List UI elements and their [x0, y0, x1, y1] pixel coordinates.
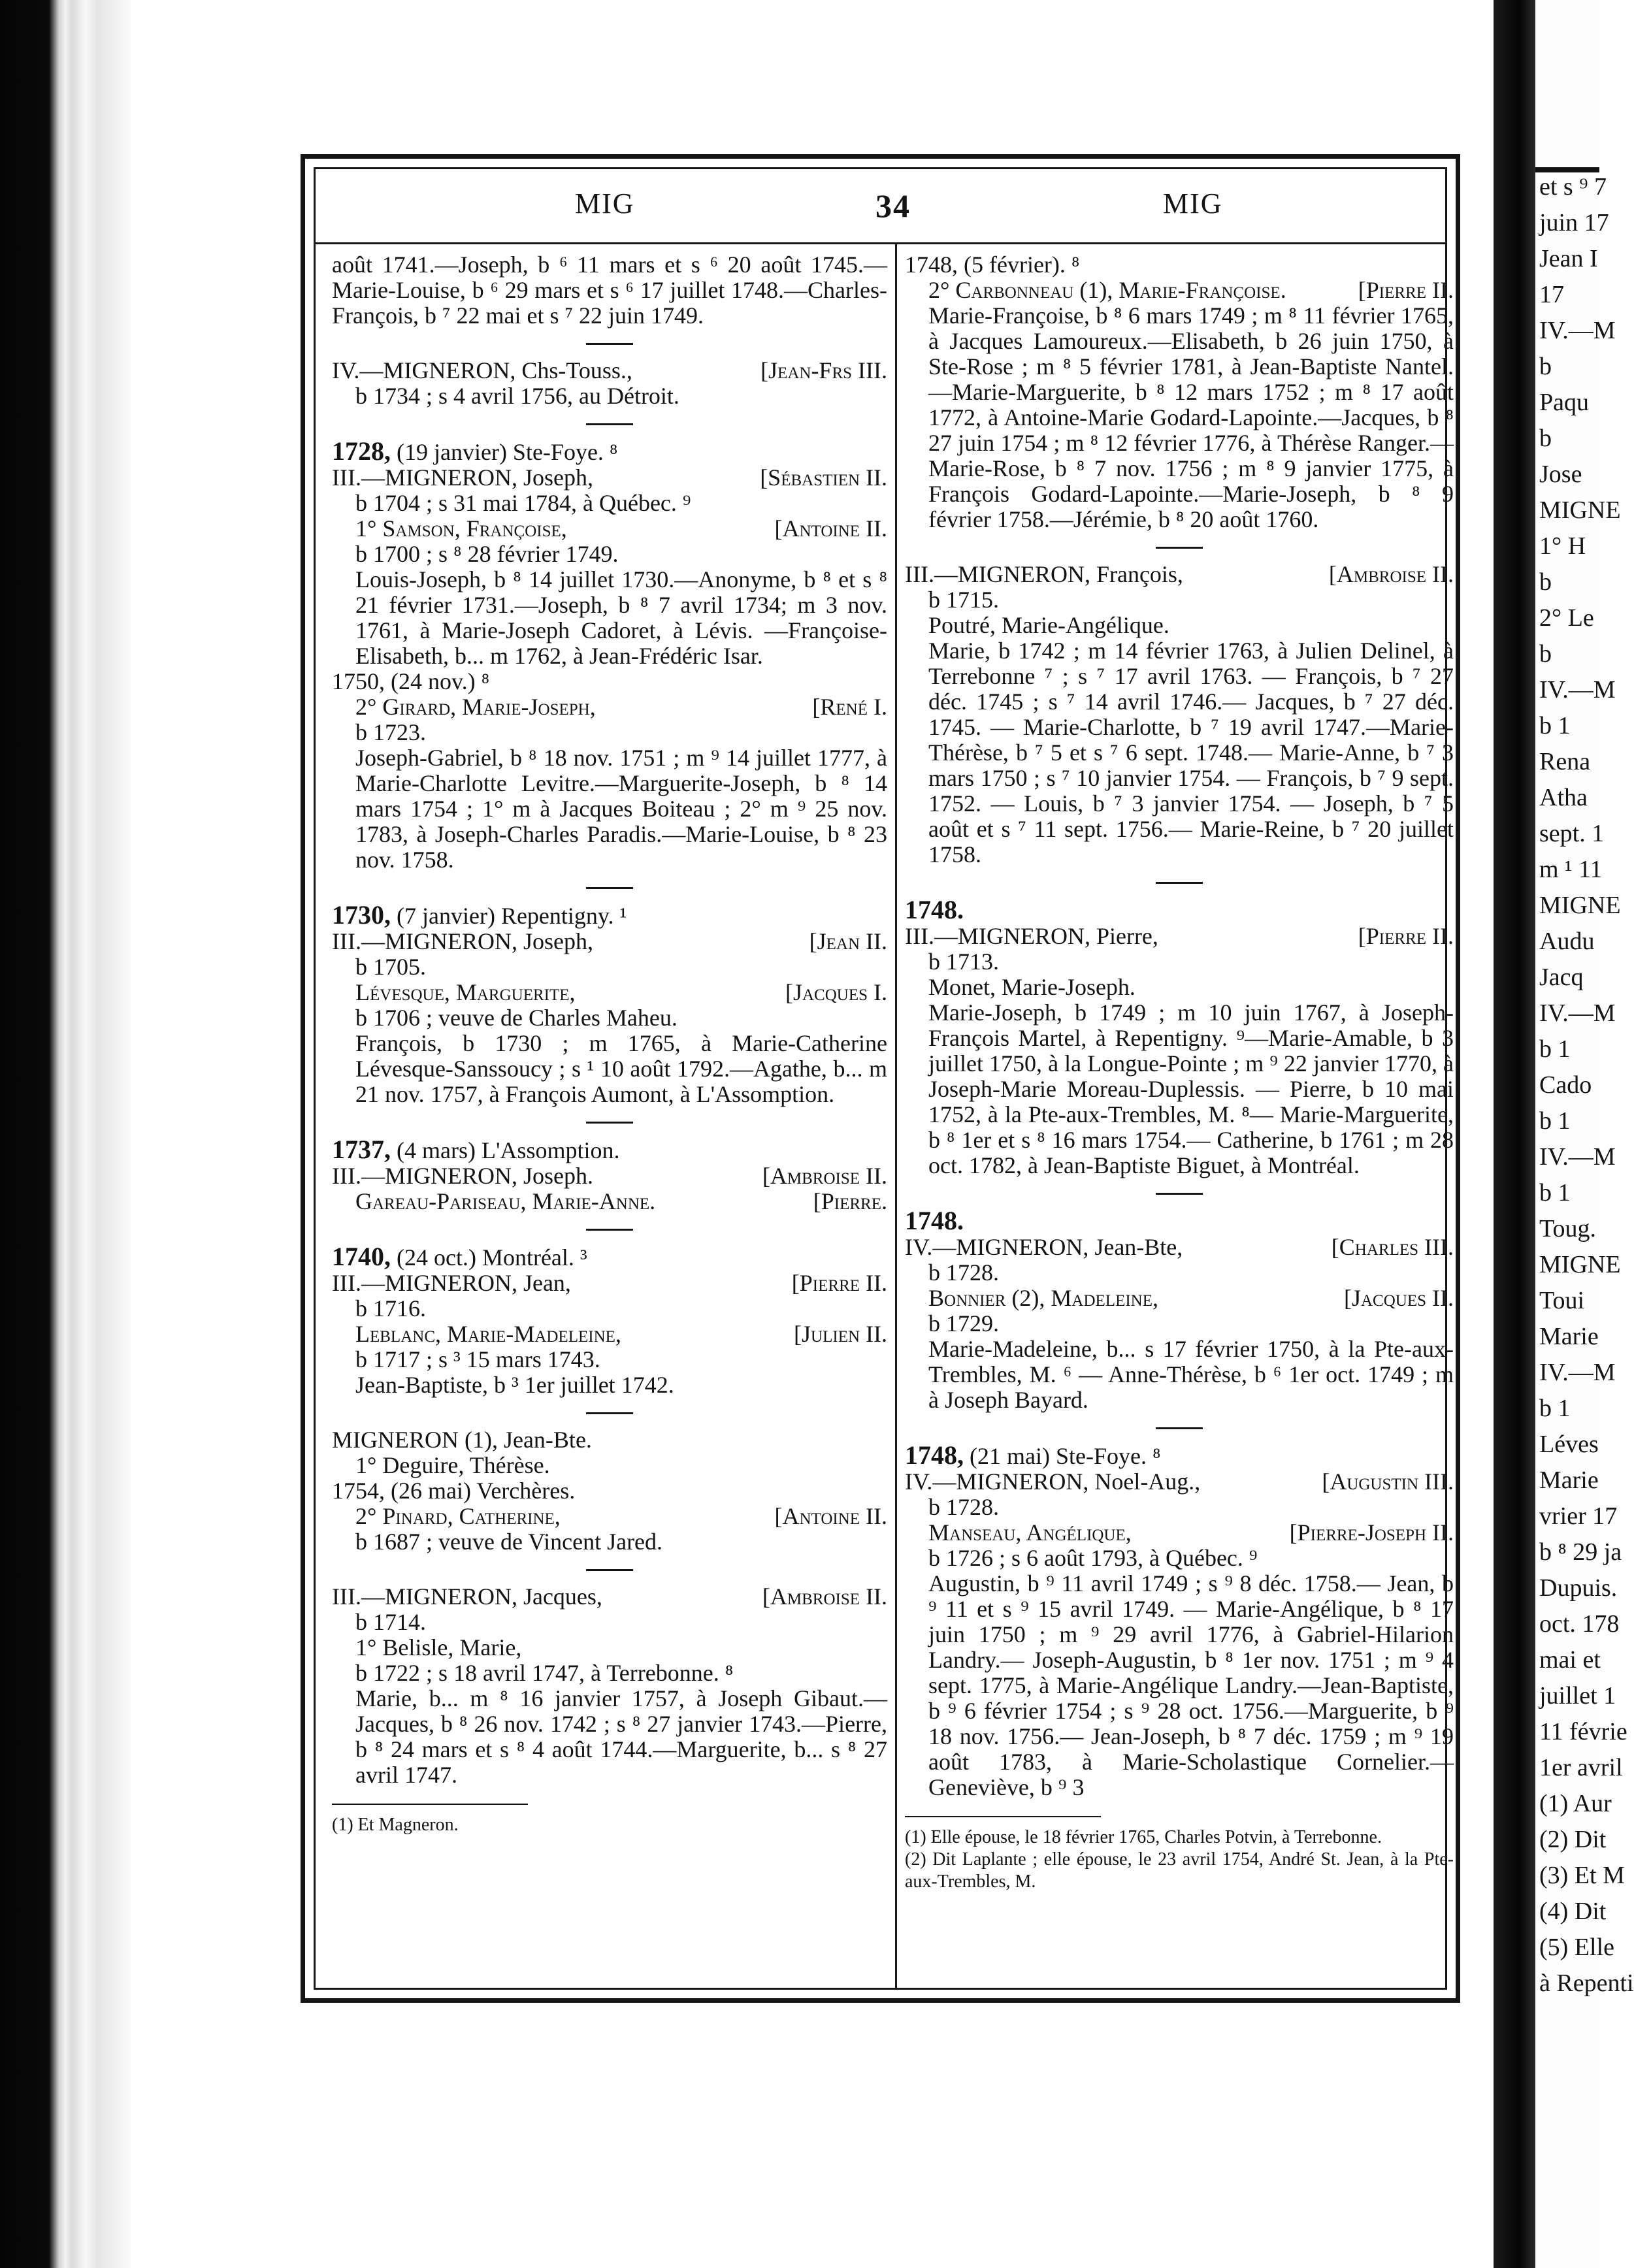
entry-detail: b 1717 ; s ³ 15 mars 1743.	[355, 1346, 600, 1372]
adjacent-page-fragment: Toui	[1539, 1287, 1585, 1314]
entry-separator	[586, 343, 633, 345]
adjacent-page-fragment: juin 17	[1539, 209, 1609, 236]
left-column	[332, 252, 887, 1836]
adjacent-page-fragment: (2) Dit	[1539, 1826, 1607, 1853]
adjacent-page-fragment: Toug.	[1539, 1215, 1597, 1242]
adjacent-page-fragment: 11 févrie	[1539, 1718, 1627, 1745]
adjacent-page-fragment: et s ⁹ 7	[1539, 173, 1607, 201]
marriage-place: (7 janvier) Repentigny. ¹	[397, 903, 627, 929]
marriage-year: 1748,	[905, 1440, 964, 1470]
entry-detail: b 1687 ; veuve de Vincent Jared.	[355, 1529, 663, 1555]
adjacent-page-fragment: à Repenti	[1539, 1969, 1634, 1997]
adjacent-page-fragment: 1° H	[1539, 532, 1586, 560]
entry-text: MIGNERON (1), Jean-Bte.	[332, 1427, 592, 1453]
entry-name: III.—MIGNERON, François,	[905, 561, 1183, 587]
header-rule	[314, 242, 1447, 244]
entry-heading	[332, 1271, 887, 1296]
adjacent-page-fragment: (1) Aur	[1539, 1790, 1612, 1817]
parent-reference: [Ambroise II.	[1328, 561, 1454, 587]
parent-reference: [Julien II.	[794, 1321, 887, 1347]
entry-detail: b 1700 ; s ⁸ 28 février 1749.	[355, 541, 619, 567]
adjacent-page-fragment: Paqu	[1539, 389, 1589, 416]
entry-detail: b 1713.	[928, 948, 999, 975]
parent-reference: [Pierre II.	[791, 1270, 887, 1296]
marriage-date: 1750, (24 nov.) ⁸	[332, 668, 490, 694]
marriage-place: (4 mars) L'Assomption.	[397, 1137, 620, 1163]
children-list: Marie, b 1742 ; m 14 février 1763, à Julien Delinel, à Terrebonne ⁷ ; s ⁷ 17 avril 1763. — François, b ⁷ 27 déc. 1745 ; s ⁷ 14 avril 1746.— Jacques, b ⁷ 27 déc. 1745. — Marie-Charlotte, b ⁷ 19 avril 1747.—Marie-Thérèse, b ⁷ 5 et s ⁷ 6 sept. 1748.— Marie-Anne, b ⁷ 3 mars 1750 ; s ⁷ 10 janvier 1754. — François, b ⁷ 9 sept. 1752. — Louis, b ⁷ 3 janvier 1754. — Joseph, b ⁷ 5 août et s ⁷ 11 sept. 1756.— Marie-Reine, b ⁷ 20 juillet 1758.	[928, 638, 1454, 867]
adjacent-page-fragment: Dupuis.	[1539, 1574, 1618, 1602]
entry-text: août 1741.—Joseph, b ⁶ 11 mars et s ⁶ 20 août 1745.—Marie-Louise, b ⁶ 29 mars et s ⁶ 17 juillet 1748.—Charles-François, b ⁷ 22 mai et s ⁷ 22 juin 1749.	[332, 251, 887, 329]
adjacent-page-fragment: oct. 178	[1539, 1610, 1620, 1638]
parent-reference: [Augustin III.	[1322, 1468, 1454, 1495]
entry-name: III.—MIGNERON, Jacques,	[332, 1583, 602, 1610]
adjacent-page-fragment: 2° Le	[1539, 604, 1594, 632]
footnote-rule	[332, 1804, 528, 1805]
adjacent-page-fragment: b	[1539, 353, 1552, 380]
children-list: Augustin, b ⁹ 11 avril 1749 ; s ⁹ 8 déc. 1758.— Jean, b ⁹ 11 et s ⁹ 15 avril 1749. — Marie-Angélique, b ⁸ 17 juin 1750 ; m ⁹ 29 avril 1776, à Gabriel-Hilarion Landry.— Joseph-Augustin, b ⁸ 1er nov. 1751 ; m ⁹ 4 sept. 1775, à Marie-Angélique Landry.—Jean-Baptiste, b ⁹ 6 février 1754 ; s ⁹ 28 oct. 1756.—Marguerite, b ⁹ 18 nov. 1756.— Jean-Joseph, b ⁸ 7 déc. 1759 ; m ⁹ 19 août 1783, à Marie-Scholastique Cornelier.— Geneviève, b ⁹ 3	[928, 1570, 1454, 1800]
adjacent-page-fragment: b ⁸ 29 ja	[1539, 1538, 1622, 1566]
spouse-line	[332, 1504, 887, 1529]
entry-name: Gareau-Pariseau, Marie-Anne.	[355, 1188, 656, 1214]
page-number: 34	[875, 187, 911, 224]
entry-name: Lévesque, Marguerite,	[355, 979, 576, 1005]
entry-detail: Monet, Marie-Joseph.	[928, 974, 1136, 1000]
entry-name: III.—MIGNERON, Pierre,	[905, 923, 1158, 949]
adjacent-page-fragments	[1535, 170, 1634, 2064]
register-page	[301, 154, 1460, 2003]
spouse-line	[332, 1189, 887, 1214]
marriage-place: (24 oct.) Montréal. ³	[397, 1244, 587, 1271]
parent-reference: [Antoine II.	[774, 515, 887, 542]
entry-name: III.—MIGNERON, Jean,	[332, 1270, 571, 1296]
entry-detail: Jean-Baptiste, b ³ 1er juillet 1742.	[355, 1372, 674, 1398]
entry-separator	[1156, 882, 1203, 884]
marriage-year: 1740,	[332, 1242, 391, 1271]
adjacent-page-fragment: m ¹ 11	[1539, 856, 1603, 883]
entry-name: 1° Samson, Françoise,	[355, 515, 567, 542]
parent-reference: [Charles III.	[1331, 1234, 1454, 1260]
marriage-heading	[905, 1208, 1454, 1235]
spouse-line	[332, 1321, 887, 1347]
entry-heading	[332, 1163, 887, 1189]
entry-heading	[905, 562, 1454, 587]
spouse-line	[905, 1286, 1454, 1311]
spouse-line	[905, 1520, 1454, 1546]
entry-detail: b 1722 ; s 18 avril 1747, à Terrebonne. ⁸	[355, 1660, 734, 1686]
book-gutter-shadow	[1494, 0, 1535, 2268]
entry-name: III.—MIGNERON, Joseph,	[332, 928, 593, 954]
spouse-line	[332, 694, 887, 720]
column-divider	[895, 244, 897, 1990]
adjacent-page-fragment: b	[1539, 425, 1552, 452]
marriage-year: 1737,	[332, 1135, 391, 1164]
entry-detail: b 1705.	[355, 954, 426, 980]
entry-name: Leblanc, Marie-Madeleine,	[355, 1321, 621, 1347]
entry-heading	[905, 1235, 1454, 1260]
adjacent-page-fragment: IV.—M	[1539, 999, 1616, 1027]
parent-reference: [Pierre II.	[1358, 277, 1454, 303]
spouse-line	[332, 980, 887, 1005]
entry-name: 2° Girard, Marie-Joseph,	[355, 694, 596, 720]
adjacent-page-fragment: 17	[1539, 281, 1564, 308]
children-list: Marie-Madeleine, b... s 17 février 1750, à la Pte-aux-Trembles, M. ⁶ — Anne-Thérèse, b ⁶ 1er oct. 1749 ; m à Joseph Bayard.	[928, 1336, 1454, 1413]
entry-detail: b 1704 ; s 31 mai 1784, à Québec. ⁹	[355, 490, 691, 516]
entry-name: IV.—MIGNERON, Noel-Aug.,	[905, 1468, 1201, 1495]
entry-detail: b 1723.	[355, 719, 426, 745]
entry-detail: b 1729.	[928, 1310, 999, 1336]
adjacent-page-fragment: b 1	[1539, 1179, 1571, 1207]
entry-separator	[586, 423, 633, 425]
entry-heading	[332, 1584, 887, 1610]
adjacent-page-fragment: mai et	[1539, 1646, 1601, 1674]
adjacent-page-fragment: b	[1539, 568, 1552, 596]
footnote: (1) Et Magneron.	[332, 1815, 459, 1835]
entry-heading	[332, 465, 887, 491]
adjacent-page-fragment: b 1	[1539, 1035, 1571, 1063]
marriage-year: 1748.	[905, 895, 964, 924]
parent-reference: [René I.	[812, 694, 887, 720]
parent-reference: [Pierre-Joseph II.	[1289, 1519, 1454, 1546]
adjacent-page-fragment: Jean I	[1539, 245, 1598, 272]
entry-detail: b 1706 ; veuve de Charles Maheu.	[355, 1005, 678, 1031]
entry-detail: b 1714.	[355, 1609, 426, 1635]
adjacent-page-fragment: Jacq	[1539, 964, 1584, 991]
entry-separator	[586, 1229, 633, 1231]
adjacent-page-fragment: Jose	[1539, 461, 1582, 488]
parent-reference: [Pierre II.	[1358, 923, 1454, 949]
children-list: Marie-Françoise, b ⁸ 6 mars 1749 ; m ⁸ 11 février 1765, à Jacques Lamoureux.—Elisabeth, b 26 juin 1750, à Ste-Rose ; m ⁸ 5 février 1781, à Jean-Baptiste Nantel.—Marie-Marguerite, b ⁸ 12 mars 1752 ; m ⁸ 17 août 1772, à Antoine-Marie Godard-Lapointe.—Jacques, b ⁸ 27 juin 1754 ; m ⁸ 12 février 1776, à Thérèse Ranger.—Marie-Rose, b ⁸ 7 nov. 1756 ; m ⁸ 9 janvier 1775, à François Godard-Lapointe.—Marie-Joseph, b ⁸ 9 février 1758.—Jérémie, b ⁸ 20 août 1760.	[928, 302, 1454, 532]
adjacent-page-fragment: b 1	[1539, 712, 1571, 739]
children-list: Louis-Joseph, b ⁸ 14 juillet 1730.—Anonyme, b ⁸ et s ⁸ 21 février 1731.—Joseph, b ⁸ 7 avril 1734; m 3 nov. 1761, à Marie-Joseph Cadoret, à Lévis. —Françoise-Elisabeth, b... m 1762, à Jean-Frédéric Isar.	[355, 566, 887, 669]
entry-name: III.—MIGNERON, Joseph,	[332, 464, 593, 491]
entry-detail: b 1715.	[928, 587, 999, 613]
footnote: (1) Elle épouse, le 18 février 1765, Charles Potvin, à Terrebonne.	[905, 1827, 1382, 1847]
entry-detail: 1° Deguire, Thérèse.	[355, 1452, 550, 1478]
parent-reference: [Ambroise II.	[762, 1583, 887, 1610]
adjacent-page-fragment: Rena	[1539, 748, 1591, 775]
running-head-left: MIG	[575, 187, 635, 219]
parent-reference: [Jean-Frs III.	[760, 357, 887, 383]
marriage-heading	[905, 897, 1454, 924]
adjacent-page-fragment: Léves	[1539, 1431, 1599, 1458]
adjacent-page-fragment: MIGNE	[1539, 1251, 1621, 1278]
entry-separator	[586, 1122, 633, 1124]
entry-name: Manseau, Angélique,	[928, 1519, 1132, 1546]
marriage-date: 1748, (5 février). ⁸	[905, 251, 1080, 278]
book-spine-edge	[0, 0, 131, 2268]
spouse-line	[332, 516, 887, 542]
children-list: Joseph-Gabriel, b ⁸ 18 nov. 1751 ; m ⁹ 14 juillet 1777, à Marie-Charlotte Levitre.—Marguerite-Joseph, b ⁸ 14 mars 1754 ; 1° m à Jacques Boiteau ; 2° m ⁹ 25 nov. 1783, à Joseph-Charles Paradis.—Marie-Louise, b ⁸ 23 nov. 1758.	[355, 745, 887, 873]
marriage-place: (19 janvier) Ste-Foye. ⁸	[397, 439, 618, 465]
entry-name: Bonnier (2), Madeleine,	[928, 1285, 1159, 1311]
adjacent-page-fragment: IV.—M	[1539, 317, 1616, 344]
entry-separator	[586, 1569, 633, 1571]
adjacent-page-fragment: Atha	[1539, 784, 1588, 811]
entry-detail: b 1728.	[928, 1494, 999, 1520]
adjacent-page-fragment: IV.—M	[1539, 1359, 1616, 1386]
right-column	[905, 252, 1454, 1893]
entry-separator	[1156, 1427, 1203, 1429]
marriage-heading	[332, 1244, 887, 1271]
entry-name: 2° Carbonneau (1), Marie-Françoise.	[928, 277, 1286, 303]
parent-reference: [Sébastien II.	[760, 464, 887, 491]
running-head-right: MIG	[1163, 187, 1223, 219]
parent-reference: [Pierre.	[813, 1188, 887, 1214]
marriage-year: 1728,	[332, 436, 391, 466]
marriage-heading	[332, 902, 887, 929]
entry-detail: b 1726 ; s 6 août 1793, à Québec. ⁹	[928, 1545, 1258, 1571]
marriage-year: 1730,	[332, 900, 391, 930]
adjacent-page-fragment: vrier 17	[1539, 1502, 1618, 1530]
entry-name: IV.—MIGNERON, Chs-Touss.,	[332, 357, 632, 383]
adjacent-page-fragment: 1er avril	[1539, 1754, 1623, 1781]
adjacent-page-fragment: (3) Et M	[1539, 1862, 1625, 1889]
entry-separator	[1156, 547, 1203, 549]
adjacent-page-fragment: sept. 1	[1539, 820, 1605, 847]
parent-reference: [Jacques I.	[785, 979, 887, 1005]
entry-separator	[586, 887, 633, 889]
adjacent-page-fragment: IV.—M	[1539, 1143, 1616, 1171]
entry-heading	[332, 358, 887, 383]
entry-detail: b 1734 ; s 4 avril 1756, au Détroit.	[355, 383, 679, 409]
marriage-date: 1754, (26 mai) Verchères.	[332, 1478, 576, 1504]
marriage-heading	[332, 1137, 887, 1163]
parent-reference: [Jacques II.	[1344, 1285, 1454, 1311]
entry-detail: 1° Belisle, Marie,	[355, 1634, 522, 1660]
parent-reference: [Jean II.	[809, 928, 887, 954]
children-list: Marie, b... m ⁸ 16 janvier 1757, à Joseph Gibaut.—Jacques, b ⁸ 26 nov. 1742 ; s ⁸ 27 janvier 1743.—Pierre, b ⁸ 24 mars et s ⁸ 4 août 1744.—Marguerite, b... s ⁸ 27 avril 1747.	[355, 1685, 887, 1788]
marriage-heading	[905, 1442, 1454, 1469]
adjacent-page-fragment: Marie	[1539, 1466, 1599, 1494]
entry-name: 2° Pinard, Catherine,	[355, 1503, 561, 1529]
adjacent-page-fragment: Cado	[1539, 1071, 1592, 1099]
adjacent-page-fragment: (5) Elle	[1539, 1934, 1615, 1961]
spouse-line	[905, 278, 1454, 303]
marriage-year: 1748.	[905, 1206, 964, 1235]
adjacent-page-fragment: Audu	[1539, 928, 1595, 955]
entry-detail: Poutré, Marie-Angélique.	[928, 612, 1169, 638]
entry-separator	[586, 1412, 633, 1414]
adjacent-page-fragment: Marie	[1539, 1323, 1599, 1350]
entry-detail: b 1728.	[928, 1259, 999, 1286]
entry-heading	[905, 1469, 1454, 1495]
parent-reference: [Ambroise II.	[762, 1163, 887, 1189]
marriage-place: (21 mai) Ste-Foye. ⁸	[970, 1443, 1161, 1469]
footnote-rule	[905, 1816, 1101, 1817]
entry-heading	[332, 929, 887, 954]
adjacent-page-fragment: (4) Dit	[1539, 1898, 1607, 1925]
adjacent-page-fragment: b	[1539, 640, 1552, 668]
parent-reference: [Antoine II.	[774, 1503, 887, 1529]
entry-detail: b 1716.	[355, 1295, 426, 1321]
footnote: (2) Dit Laplante ; elle épouse, le 23 avril 1754, André St. Jean, à la Pte-aux-Trembles, M.	[905, 1849, 1454, 1892]
entry-heading	[905, 924, 1454, 949]
adjacent-page-fragment: b 1	[1539, 1395, 1571, 1422]
adjacent-page-fragment: juillet 1	[1539, 1682, 1616, 1709]
adjacent-page-fragment: b 1	[1539, 1107, 1571, 1135]
adjacent-page-fragment: IV.—M	[1539, 676, 1616, 704]
entry-name: IV.—MIGNERON, Jean-Bte,	[905, 1234, 1183, 1260]
entry-name: III.—MIGNERON, Joseph.	[332, 1163, 593, 1189]
marriage-heading	[332, 438, 887, 465]
children-list: Marie-Joseph, b 1749 ; m 10 juin 1767, à Joseph-François Martel, à Repentigny. ⁹—Marie-Amable, b 3 juillet 1750, à la Longue-Pointe ; m ⁹ 22 janvier 1770, à Joseph-Marie Moreau-Duplessis. — Pierre, b 10 mai 1752, à la Pte-aux-Trembles, M. ⁸— Marie-Marguerite, b ⁸ 1er et s ⁸ 16 mars 1754.— Catherine, b 1761 ; m 28 oct. 1782, à Jean-Baptiste Biguet, à Montréal.	[928, 999, 1454, 1178]
adjacent-page-fragment: MIGNE	[1539, 496, 1621, 524]
entry-separator	[1156, 1193, 1203, 1195]
adjacent-page-fragment: MIGNE	[1539, 892, 1621, 919]
children-list: François, b 1730 ; m 1765, à Marie-Catherine Lévesque-Sanssoucy ; s ¹ 10 août 1792.—Agathe, b... m 21 nov. 1757, à François Aumont, à L'Assomption.	[355, 1030, 887, 1107]
